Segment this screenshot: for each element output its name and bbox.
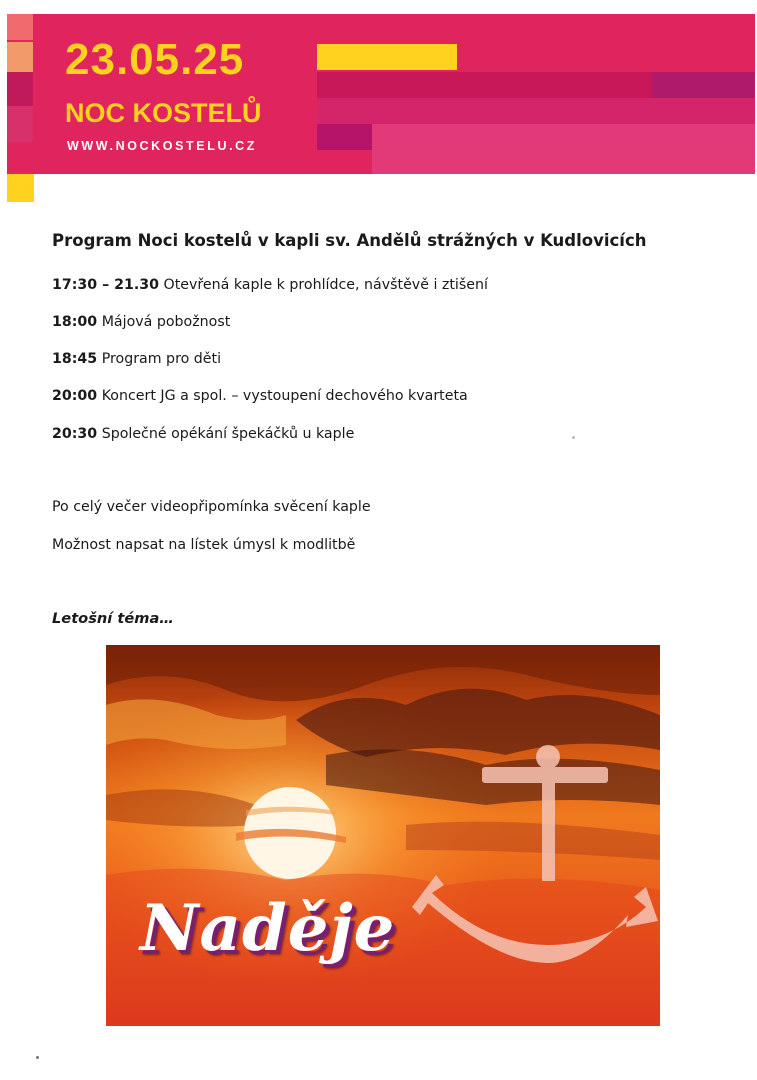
program-text: Koncert JG a spol. – vystoupení dechového kvarteta (101, 388, 468, 404)
program-text: Otevřená kaple k prohlídce, návštěvě i ztišení (163, 277, 488, 293)
scan-speck (572, 436, 575, 439)
banner-block (652, 72, 755, 98)
theme-image (106, 645, 660, 1026)
program-text: Program pro děti (101, 351, 222, 367)
sunset-illustration (106, 645, 660, 1026)
program-text: Májová pobožnost (101, 314, 231, 330)
note-prayer: Možnost napsat na lístek úmysl k modlitbě (52, 537, 356, 553)
program-time: 18:45 (52, 351, 98, 367)
program-item (52, 313, 230, 331)
event-url[interactable]: WWW.NOCKOSTELU.CZ (67, 139, 258, 153)
theme-label: Letošní téma… (52, 610, 174, 627)
banner-block (7, 106, 33, 142)
banner-block (372, 124, 755, 174)
program-time: 18:00 (52, 314, 98, 330)
scan-speck (36, 1056, 39, 1059)
banner-block (7, 14, 33, 40)
banner-block (317, 98, 755, 124)
theme-word: Naděje (140, 891, 396, 966)
banner-block (317, 72, 657, 98)
program-item (52, 350, 221, 368)
event-date: 23.05.25 (65, 35, 245, 84)
program-time: 20:00 (52, 388, 98, 404)
program-item (52, 387, 468, 405)
header-banner (7, 14, 755, 174)
program-time: 20:30 (52, 426, 98, 442)
note-video: Po celý večer videopřipomínka svěcení kaple (52, 499, 371, 515)
program-heading: Program Noci kostelů v kapli sv. Andělů strážných v Kudlovicích (52, 231, 647, 250)
program-text: Společné opékání špekáčků u kaple (101, 426, 355, 442)
banner-block (317, 124, 372, 150)
program-item (52, 276, 488, 294)
event-title: NOC KOSTELŮ (65, 98, 262, 128)
program-item (52, 425, 354, 443)
program-time: 17:30 – 21.30 (52, 277, 160, 293)
banner-block (7, 72, 33, 106)
banner-block (7, 42, 33, 72)
banner-tab (7, 174, 34, 202)
banner-block (317, 44, 457, 70)
